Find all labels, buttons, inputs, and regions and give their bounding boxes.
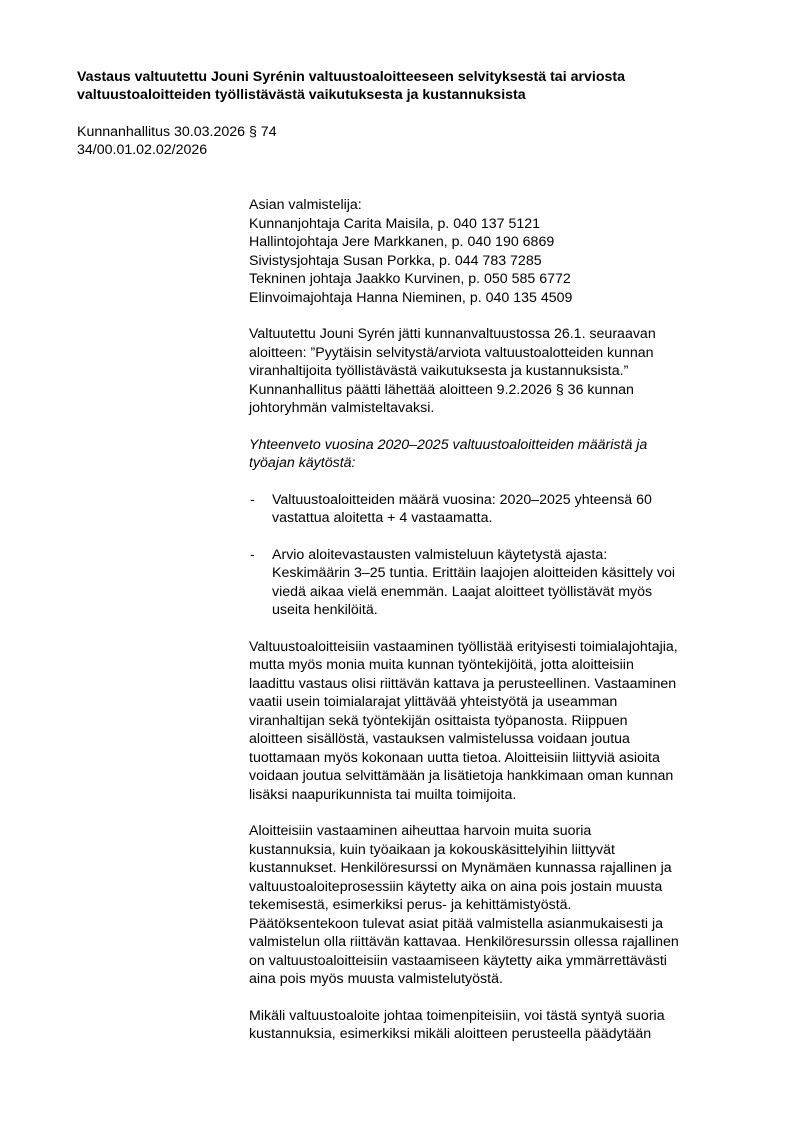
list-item [249,546,749,620]
paragraph-line: aina pois myös muusta valmistelutyöstä. [249,971,503,987]
paragraph-line: laadittu vastaus olisi riittävän kattava ja perusteellinen. Vastaaminen [249,675,677,692]
document-title-line: valtuustoaloitteiden työllistävästä vaikutuksesta ja kustannuksista [77,87,526,103]
document-body [249,196,749,1062]
intro-paragraph [249,325,749,418]
preparer-line: Sivistysjohtaja Susan Porkka, p. 044 783 7285 [249,252,542,269]
paragraph-line: Päätöksentekoon tulevat asiat pitää valmistella asianmukaisesti ja [249,915,664,932]
paragraph-line: johtoryhmän valmisteltavaksi. [249,400,435,416]
paragraph-line: Valtuustoaloitteisiin vastaaminen työllistää erityisesti toimialajohtajia, [249,638,678,655]
paragraph-line: viranhaltijoita työllistävästä vaikutuksesta ja kustannuksista.” [249,363,629,379]
summary-heading-line: Yhteenveto vuosina 2020–2025 valtuustoaloitteiden määristä ja [249,436,648,453]
preparers-section [249,196,749,307]
list-item-line: Keskimäärin 3–25 tuntia. Erittäin laajojen aloitteiden käsittely voi [272,565,675,581]
body-paragraph [249,1007,749,1044]
paragraph-line: valtuustoaloiteprosessiin käytetty aika on aina pois jostain muusta [249,878,663,895]
paragraph-line: viranhaltijan sekä työntekijän osittaista työpanosta. Riippuen [249,712,628,729]
bullet-dash: - [250,546,255,563]
preparer-line: Tekninen johtaja Jaakko Kurvinen, p. 050 585 6772 [249,271,571,287]
preparers-heading: Asian valmistelija: [249,197,362,213]
paragraph-line: valmistelun olla riittävän kattavaa. Henkilöresurssin ollessa rajallinen [249,934,679,950]
paragraph-line: Valtuutettu Jouni Syrén jätti kunnanvaltuustossa 26.1. seuraavan [249,326,656,342]
paragraph-line: voidaan joutua selvittämään ja lisätietoja hankkimaan oman kunnan [249,768,674,784]
paragraph-line: kustannuksia, esimerkiksi mikäli aloitteen perusteella päädytään [249,1026,652,1042]
record-number: 34/00.01.02.02/2026 [77,142,208,158]
paragraph-line: tekemisestä, esimerkiksi perus- ja kehittämistyöstä. [249,897,572,913]
paragraph-line: mutta myös monia muita kunnan työntekijöitä, jotta aloitteisiin [249,657,634,673]
list-item-line: vastattua aloitetta + 4 vastaamatta. [272,510,493,526]
document-title-line: Vastaus valtuutettu Jouni Syrénin valtuustoaloitteeseen selvityksestä tai arviosta [77,69,625,85]
paragraph-line: aloitteen sisällöstä, vastauksen valmistelussa voidaan joutua [249,731,630,747]
preparer-line: Kunnanjohtaja Carita Maisila, p. 040 137 5121 [249,215,541,232]
paragraph-line: on valtuustoaloitteisiin vastaamiseen käytetty aika ymmärrettävästi [249,952,667,969]
list-item-line: useita henkilöitä. [272,602,378,618]
meeting-reference [77,123,277,159]
summary-heading [249,436,749,473]
summary-heading-line: työajan käytöstä: [249,455,356,471]
paragraph-line: Kunnanhallitus päätti lähettää aloitteen 9.2.2026 § 36 kunnan [249,381,634,398]
paragraph-line: lisäksi naapurikunnista tai muilta toimijoita. [249,786,517,803]
paragraph-line: Mikäli valtuustoaloite johtaa toimenpiteisiin, voi tästä syntyä suoria [249,1007,665,1024]
document-title [77,68,757,104]
body-paragraph [249,822,749,989]
paragraph-line: kustannuksia, kuin työaikaan ja kokouskäsittelyihin liittyvät [249,841,615,858]
paragraph-line: Aloitteisiin vastaaminen aiheuttaa harvoin muita suoria [249,823,592,839]
paragraph-line: aloitteen: ”Pyytäisin selvitystä/arviota valtuustoalotteiden kunnan [249,344,654,361]
list-item-line: Valtuustoaloitteiden määrä vuosina: 2020–2025 yhteensä 60 [272,491,652,508]
paragraph-line: tuottamaan myös kokonaan uutta tietoa. Aloitteisiin liittyviä asioita [249,749,660,766]
paragraph-line: kustannukset. Henkilöresurssi on Mynämäen kunnassa rajallinen ja [249,860,672,876]
meeting-info: Kunnanhallitus 30.03.2026 § 74 [77,124,277,140]
preparer-line: Elinvoimajohtaja Hanna Nieminen, p. 040 135 4509 [249,289,573,306]
list-item-line: viedä aikaa vielä enemmän. Laajat aloitteet työllistävät myös [272,583,653,600]
list-item [249,491,749,528]
preparer-line: Hallintojohtaja Jere Markkanen, p. 040 190 6869 [249,234,555,250]
bullet-dash: - [250,491,255,508]
paragraph-line: vaatii usein toimialarajat ylittävää yhteistyötä ja useamman [249,694,618,710]
body-paragraph [249,638,749,805]
list-item-line: Arvio aloitevastausten valmisteluun käytetystä ajasta: [272,546,608,563]
